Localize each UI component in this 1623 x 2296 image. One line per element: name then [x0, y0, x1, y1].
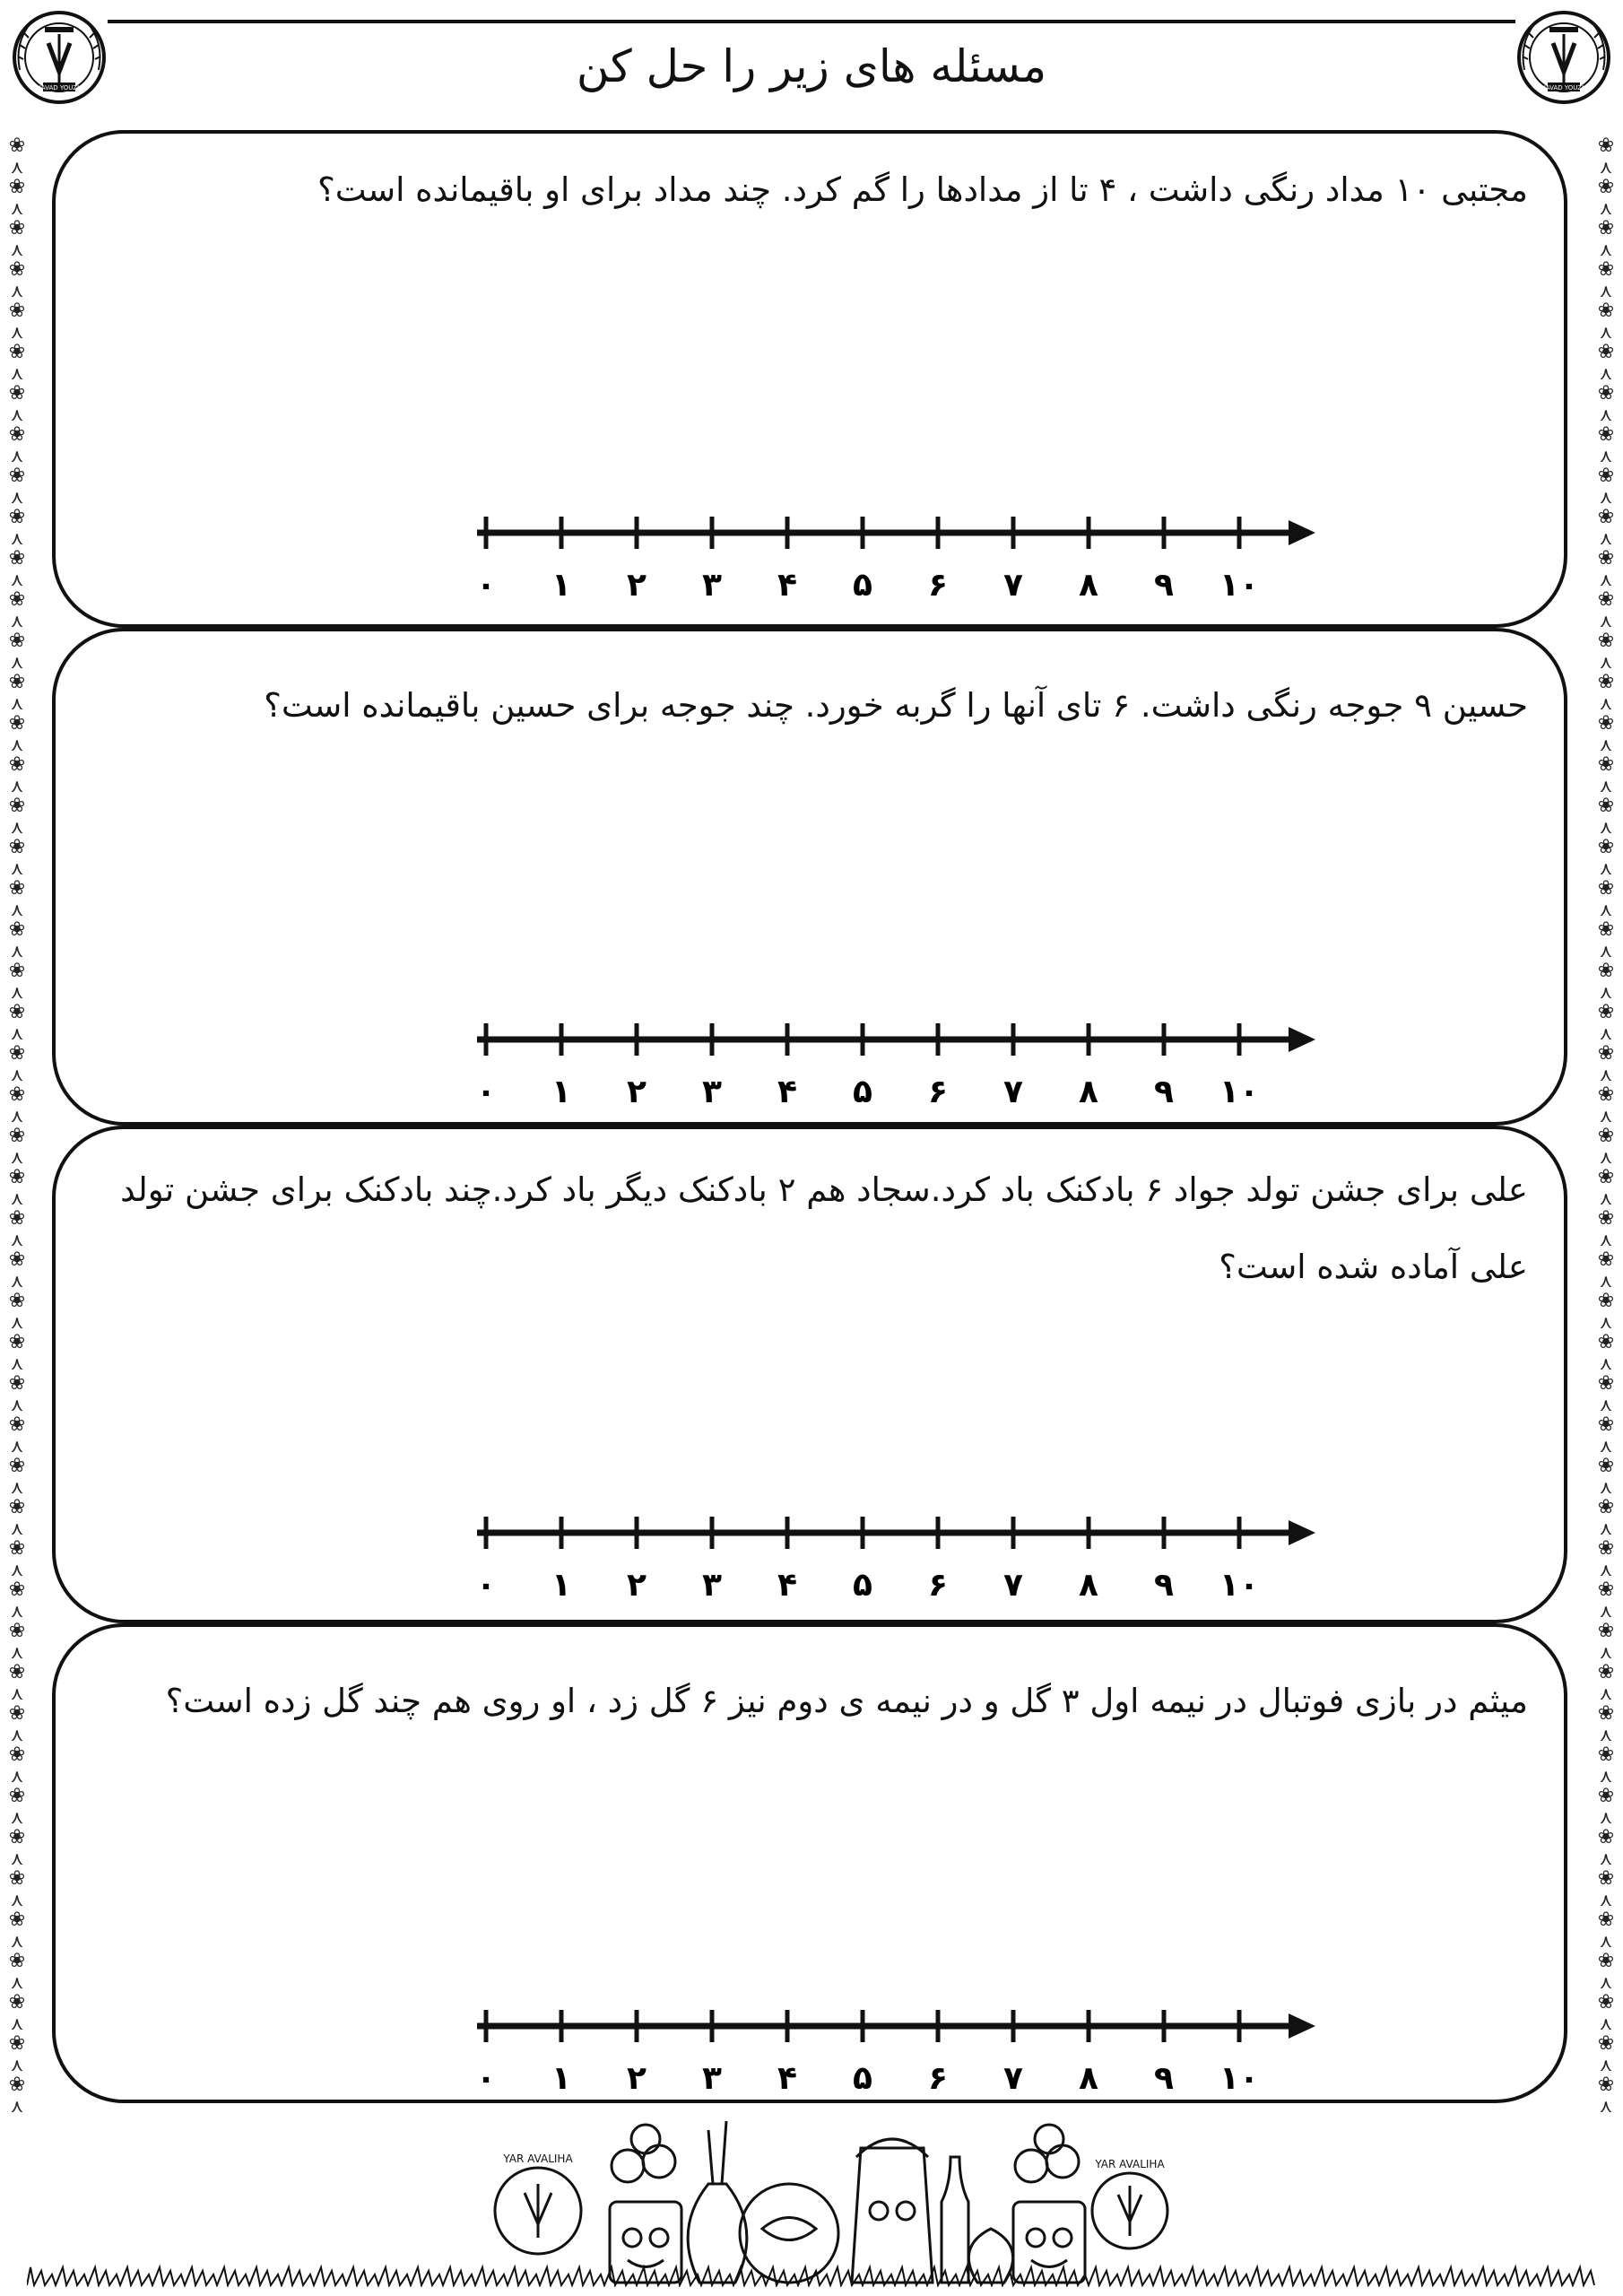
flower-ornament-icon: ❀: [1597, 712, 1615, 735]
flower-ornament-icon: ❀: [1597, 1455, 1615, 1477]
sprig-ornament-icon: ⋏: [1599, 1352, 1613, 1374]
flower-ornament-icon: ❀: [8, 547, 26, 570]
footer-logo-text-right: YAR AVALIHA: [1095, 2158, 1165, 2170]
flower-ornament-icon: ❀: [8, 258, 26, 281]
flower-ornament-icon: ❀: [8, 1826, 26, 1848]
flower-ornament-icon: ❀: [8, 671, 26, 693]
sprig-ornament-icon: ⋏: [10, 857, 24, 879]
sprig-ornament-icon: ⋏: [1599, 1806, 1613, 1828]
problem-box-3: [52, 1126, 1567, 1623]
number-line-label: ۱: [551, 1567, 571, 1604]
flower-ornament-icon: ❀: [1597, 2074, 1615, 2096]
flower-ornament-icon: ❀: [8, 2074, 26, 2096]
number-line-label: ۳: [702, 1074, 722, 1110]
number-line-label: ۵: [853, 2060, 872, 2097]
flower-ornament-icon: ❀: [8, 918, 26, 941]
number-line-3: [432, 1506, 1338, 1605]
sprig-ornament-icon: ⋏: [10, 1765, 24, 1787]
sprig-ornament-icon: ⋏: [1599, 610, 1613, 631]
flower-ornament-icon: ❀: [8, 1290, 26, 1312]
sprig-ornament-icon: ⋏: [10, 2013, 24, 2034]
sprig-ornament-icon: ⋏: [1599, 362, 1613, 384]
sprig-ornament-icon: ⋏: [10, 1971, 24, 1993]
sprig-ornament-icon: ⋏: [10, 1146, 24, 1168]
flower-ornament-icon: ❀: [8, 1537, 26, 1560]
sprig-ornament-icon: ⋏: [10, 1352, 24, 1374]
flower-ornament-icon: ❀: [8, 465, 26, 487]
flower-ornament-icon: ❀: [8, 2032, 26, 2055]
sprig-ornament-icon: ⋏: [1599, 857, 1613, 879]
number-line-arrow-icon: [1289, 1027, 1315, 1052]
flower-ornament-icon: ❀: [1597, 588, 1615, 611]
flower-ornament-icon: ❀: [1597, 753, 1615, 776]
sprig-ornament-icon: ⋏: [1599, 1971, 1613, 1993]
flower-ornament-icon: ❀: [1597, 1413, 1615, 1436]
flower-ornament-icon: ❀: [1597, 1578, 1615, 1601]
sprig-ornament-icon: ⋏: [10, 1229, 24, 1250]
sprig-ornament-icon: ⋏: [10, 692, 24, 714]
flower-ornament-icon: ❀: [8, 1455, 26, 1477]
sprig-ornament-icon: ⋏: [10, 280, 24, 301]
sprig-ornament-icon: ⋏: [1599, 1105, 1613, 1126]
sprig-ornament-icon: ⋏: [10, 775, 24, 796]
flower-ornament-icon: ❀: [1597, 135, 1615, 157]
sprig-ornament-icon: ⋏: [10, 239, 24, 260]
flower-ornament-icon: ❀: [8, 1620, 26, 1642]
sprig-ornament-icon: ⋏: [1599, 734, 1613, 755]
flower-ornament-icon: ❀: [1597, 1248, 1615, 1271]
sprig-ornament-icon: ⋏: [10, 1930, 24, 1952]
sprig-ornament-icon: ⋏: [10, 1641, 24, 1663]
flower-ornament-icon: ❀: [1597, 1166, 1615, 1188]
flower-ornament-icon: ❀: [8, 1867, 26, 1890]
sprig-ornament-icon: ⋏: [1599, 1435, 1613, 1457]
sprig-ornament-icon: ⋏: [1599, 1559, 1613, 1580]
flower-ornament-icon: ❀: [1597, 1290, 1615, 1312]
flower-ornament-icon: ❀: [8, 1413, 26, 1436]
problem-box-4: [52, 1623, 1567, 2103]
number-line-label: ۱: [551, 1074, 571, 1110]
sprig-ornament-icon: ⋏: [1599, 1683, 1613, 1704]
number-line-label: ۲: [627, 1567, 647, 1604]
sprig-ornament-icon: ⋏: [1599, 486, 1613, 508]
sprig-ornament-icon: ⋏: [1599, 197, 1613, 219]
sprig-ornament-icon: ⋏: [10, 1187, 24, 1209]
flower-ornament-icon: ❀: [1597, 341, 1615, 363]
flower-ornament-icon: ❀: [1597, 918, 1615, 941]
flower-ornament-icon: ❀: [8, 1331, 26, 1353]
flower-ornament-icon: ❀: [1597, 1496, 1615, 1518]
number-line-label: ۲: [627, 1074, 647, 1110]
number-line-label: ۳: [702, 1567, 722, 1604]
flower-ornament-icon: ❀: [1597, 1207, 1615, 1230]
flower-ornament-icon: ❀: [8, 1372, 26, 1395]
sprig-ornament-icon: ⋏: [1599, 1394, 1613, 1415]
footer-logo-text-left: YAR AVALIHA: [503, 2152, 573, 2165]
flower-ornament-icon: ❀: [1597, 1042, 1615, 1065]
sprig-ornament-icon: ⋏: [1599, 1765, 1613, 1787]
sprig-ornament-icon: ⋏: [10, 1848, 24, 1869]
problem-box-1: [52, 130, 1567, 628]
flower-ornament-icon: ❀: [8, 1991, 26, 2013]
flower-ornament-icon: ❀: [8, 1785, 26, 1807]
number-line-1: [432, 506, 1338, 604]
flower-ornament-icon: ❀: [8, 836, 26, 858]
flower-ornament-icon: ❀: [1597, 1083, 1615, 1106]
sprig-ornament-icon: ⋏: [10, 1518, 24, 1539]
flower-ornament-icon: ❀: [8, 1661, 26, 1683]
flower-ornament-icon: ❀: [1597, 1001, 1615, 1023]
flower-ornament-icon: ❀: [1597, 960, 1615, 982]
flower-ornament-icon: ❀: [1597, 1331, 1615, 1353]
logo-left-text-bottom: JAVAD YOUZI: [39, 84, 80, 91]
flower-ornament-icon: ❀: [8, 1950, 26, 1972]
flower-ornament-icon: ❀: [8, 1042, 26, 1065]
number-line-label: ۶: [928, 567, 948, 604]
number-line-label: ۰: [476, 567, 496, 604]
sprig-ornament-icon: ⋏: [1599, 280, 1613, 301]
flower-ornament-icon: ❀: [1597, 1826, 1615, 1848]
sprig-ornament-icon: ⋏: [10, 156, 24, 178]
flower-ornament-icon: ❀: [1597, 547, 1615, 570]
number-line-label: ۱۰: [1219, 1074, 1259, 1110]
right-flower-border: [1593, 135, 1619, 2197]
sprig-ornament-icon: ⋏: [10, 1064, 24, 1085]
sprig-ornament-icon: ⋏: [10, 1394, 24, 1415]
flower-ornament-icon: ❀: [8, 382, 26, 404]
sprig-ornament-icon: ⋏: [1599, 981, 1613, 1003]
sprig-ornament-icon: ⋏: [1599, 404, 1613, 425]
sprig-ornament-icon: ⋏: [10, 445, 24, 466]
sprig-ornament-icon: ⋏: [1599, 899, 1613, 920]
number-line-label: ۸: [1079, 567, 1098, 604]
number-line-svg: [432, 506, 1338, 604]
flower-ornament-icon: ❀: [8, 630, 26, 652]
sprig-ornament-icon: ⋏: [10, 197, 24, 219]
flower-ornament-icon: ❀: [8, 1001, 26, 1023]
number-line-label: ۰: [476, 2060, 496, 2097]
sprig-ornament-icon: ⋏: [1599, 1848, 1613, 1869]
flower-ornament-icon: ❀: [1597, 877, 1615, 900]
flower-ornament-icon: ❀: [1597, 1867, 1615, 1890]
sprig-ornament-icon: ⋏: [1599, 1229, 1613, 1250]
problem-box-2: [52, 628, 1567, 1126]
sprig-ornament-icon: ⋏: [1599, 775, 1613, 796]
number-line-arrow-icon: [1289, 520, 1315, 545]
sprig-ornament-icon: ⋏: [10, 1683, 24, 1704]
page-title: مسئله های زیر را حل کن: [576, 40, 1047, 92]
flower-ornament-icon: ❀: [8, 341, 26, 363]
flower-ornament-icon: ❀: [1597, 382, 1615, 404]
number-line-label: ۷: [1003, 567, 1023, 604]
sprig-ornament-icon: ⋏: [1599, 692, 1613, 714]
flower-ornament-icon: ❀: [1597, 1785, 1615, 1807]
sprig-ornament-icon: ⋏: [10, 486, 24, 508]
number-line-label: ۸: [1079, 1074, 1098, 1110]
flower-ornament-icon: ❀: [1597, 1991, 1615, 2013]
number-line-label: ۴: [777, 2060, 797, 2097]
flower-ornament-icon: ❀: [1597, 1909, 1615, 1931]
number-line-label: ۴: [777, 1074, 797, 1110]
sprig-ornament-icon: ⋏: [10, 981, 24, 1003]
flower-ornament-icon: ❀: [8, 135, 26, 157]
number-line-label: ۹: [1154, 1074, 1174, 1110]
flower-ornament-icon: ❀: [8, 176, 26, 198]
number-line-label: ۷: [1003, 2060, 1023, 2097]
sprig-ornament-icon: ⋏: [10, 899, 24, 920]
number-line-4: [432, 1999, 1338, 2098]
number-line-label: ۱۰: [1219, 567, 1259, 604]
number-line-label: ۵: [853, 567, 872, 604]
sprig-ornament-icon: ⋏: [10, 527, 24, 549]
sprig-ornament-icon: ⋏: [10, 1476, 24, 1498]
flower-ornament-icon: ❀: [1597, 423, 1615, 446]
sprig-ornament-icon: ⋏: [1599, 651, 1613, 673]
flower-ornament-icon: ❀: [8, 1909, 26, 1931]
flower-ornament-icon: ❀: [8, 1702, 26, 1725]
number-line-label: ۲: [627, 567, 647, 604]
number-line-label: ۱۰: [1219, 2060, 1259, 2097]
sprig-ornament-icon: ⋏: [10, 1311, 24, 1333]
flower-ornament-icon: ❀: [8, 506, 26, 528]
sprig-ornament-icon: ⋏: [10, 321, 24, 343]
flower-ornament-icon: ❀: [8, 960, 26, 982]
sprig-ornament-icon: ⋏: [10, 1724, 24, 1745]
number-line-label: ۵: [853, 1567, 872, 1604]
flower-ornament-icon: ❀: [8, 1248, 26, 1271]
flower-ornament-icon: ❀: [8, 217, 26, 239]
sprig-ornament-icon: ⋏: [1599, 1270, 1613, 1292]
logo-right-text-bottom: JAVAD YOUZI: [1543, 84, 1584, 91]
number-line-label: ۰: [476, 1074, 496, 1110]
flower-ornament-icon: ❀: [8, 1496, 26, 1518]
sprig-ornament-icon: ⋏: [10, 940, 24, 961]
flower-ornament-icon: ❀: [8, 1125, 26, 1147]
number-line-label: ۵: [853, 1074, 872, 1110]
top-border: [108, 20, 1515, 23]
problem-3-text: علی برای جشن تولد جواد ۶ بادکنک باد کرد.سجاد هم ۲ بادکنک دیگر باد کرد.چند بادکنک برای جشن تولد علی آماده شده است؟: [120, 1170, 1528, 1286]
flower-ornament-icon: ❀: [1597, 1372, 1615, 1395]
flower-ornament-icon: ❀: [8, 712, 26, 735]
flower-ornament-icon: ❀: [1597, 836, 1615, 858]
sprig-ornament-icon: ⋏: [1599, 569, 1613, 590]
flower-ornament-icon: ❀: [8, 300, 26, 322]
problem-4-text: میثم در بازی فوتبال در نیمه اول ۳ گل و در نیمه ی دوم نیز ۶ گل زد ، او روی هم چند گل زده است؟: [165, 1682, 1528, 1720]
sprig-ornament-icon: ⋏: [1599, 156, 1613, 178]
problem-1-text: مجتبی ۱۰ مداد رنگی داشت ، ۴ تا از مدادها را گم کرد. چند مداد برای او باقیمانده است؟: [317, 170, 1528, 209]
sprig-ornament-icon: ⋏: [10, 1105, 24, 1126]
sprig-ornament-icon: ⋏: [1599, 1146, 1613, 1168]
sprig-ornament-icon: ⋏: [1599, 1187, 1613, 1209]
flower-ornament-icon: ❀: [1597, 300, 1615, 322]
grass-border: [27, 2260, 1596, 2287]
sprig-ornament-icon: ⋏: [10, 1022, 24, 1044]
number-line-svg: [432, 1999, 1338, 2098]
number-line-label: ۹: [1154, 567, 1174, 604]
sprig-ornament-icon: ⋏: [1599, 1476, 1613, 1498]
sprig-ornament-icon: ⋏: [1599, 1311, 1613, 1333]
sprig-ornament-icon: ⋏: [1599, 445, 1613, 466]
sprig-ornament-icon: ⋏: [10, 569, 24, 590]
sprig-ornament-icon: ⋏: [1599, 2054, 1613, 2075]
flower-ornament-icon: ❀: [1597, 506, 1615, 528]
sprig-ornament-icon: ⋏: [1599, 816, 1613, 838]
sprig-ornament-icon: ⋏: [10, 651, 24, 673]
flower-ornament-icon: ❀: [8, 423, 26, 446]
sprig-ornament-icon: ⋏: [10, 2095, 24, 2117]
sprig-ornament-icon: ⋏: [1599, 1889, 1613, 1910]
sprig-ornament-icon: ⋏: [10, 1270, 24, 1292]
number-line-label: ۴: [777, 567, 797, 604]
number-line-2: [432, 1013, 1338, 1111]
number-line-label: ۷: [1003, 1567, 1023, 1604]
number-line-svg: [432, 1013, 1338, 1111]
flower-ornament-icon: ❀: [1597, 217, 1615, 239]
problem-2-text: حسین ۹ جوجه رنگی داشت. ۶ تای آنها را گربه خورد. چند جوجه برای حسین باقیمانده است؟: [264, 686, 1528, 725]
sprig-ornament-icon: ⋏: [10, 816, 24, 838]
number-line-label: ۰: [476, 1567, 496, 1604]
number-line-label: ۶: [928, 2060, 948, 2097]
sprig-ornament-icon: ⋏: [1599, 527, 1613, 549]
sprig-ornament-icon: ⋏: [10, 1435, 24, 1457]
flower-ornament-icon: ❀: [1597, 1702, 1615, 1725]
flower-ornament-icon: ❀: [1597, 671, 1615, 693]
flower-ornament-icon: ❀: [8, 1083, 26, 1106]
number-line-label: ۶: [928, 1567, 948, 1604]
flower-ornament-icon: ❀: [8, 1744, 26, 1766]
flower-ornament-icon: ❀: [1597, 630, 1615, 652]
sprig-ornament-icon: ⋏: [10, 1889, 24, 1910]
sprig-ornament-icon: ⋏: [1599, 1600, 1613, 1622]
sprig-ornament-icon: ⋏: [1599, 1641, 1613, 1663]
sprig-ornament-icon: ⋏: [10, 734, 24, 755]
flower-ornament-icon: ❀: [8, 795, 26, 817]
flower-ornament-icon: ❀: [8, 753, 26, 776]
sprig-ornament-icon: ⋏: [10, 610, 24, 631]
flower-ornament-icon: ❀: [1597, 258, 1615, 281]
number-line-label: ۹: [1154, 2060, 1174, 2097]
sprig-ornament-icon: ⋏: [10, 404, 24, 425]
flower-ornament-icon: ❀: [1597, 1537, 1615, 1560]
number-line-label: ۶: [928, 1074, 948, 1110]
number-line-svg: [432, 1506, 1338, 1605]
sprig-ornament-icon: ⋏: [1599, 2013, 1613, 2034]
number-line-label: ۷: [1003, 1074, 1023, 1110]
number-line-label: ۳: [702, 2060, 722, 2097]
number-line-label: ۸: [1079, 1567, 1098, 1604]
sprig-ornament-icon: ⋏: [1599, 1518, 1613, 1539]
flower-ornament-icon: ❀: [1597, 1744, 1615, 1766]
flower-ornament-icon: ❀: [8, 1578, 26, 1601]
sprig-ornament-icon: ⋏: [10, 1600, 24, 1622]
number-line-arrow-icon: [1289, 2013, 1315, 2039]
sprig-ornament-icon: ⋏: [1599, 2095, 1613, 2117]
sprig-ornament-icon: ⋏: [1599, 321, 1613, 343]
flower-ornament-icon: ❀: [8, 1207, 26, 1230]
flower-ornament-icon: ❀: [1597, 2032, 1615, 2055]
left-flower-border: [4, 135, 30, 2197]
sprig-ornament-icon: ⋏: [1599, 1930, 1613, 1952]
number-line-label: ۱۰: [1219, 1567, 1259, 1604]
number-line-label: ۱: [551, 2060, 571, 2097]
sprig-ornament-icon: ⋏: [10, 1559, 24, 1580]
sprig-ornament-icon: ⋏: [1599, 940, 1613, 961]
flower-ornament-icon: ❀: [8, 877, 26, 900]
sprig-ornament-icon: ⋏: [1599, 1724, 1613, 1745]
flower-ornament-icon: ❀: [8, 1166, 26, 1188]
sprig-ornament-icon: ⋏: [10, 2054, 24, 2075]
flower-ornament-icon: ❀: [1597, 1125, 1615, 1147]
number-line-label: ۹: [1154, 1567, 1174, 1604]
number-line-label: ۴: [777, 1567, 797, 1604]
flower-ornament-icon: ❀: [1597, 176, 1615, 198]
flower-ornament-icon: ❀: [1597, 465, 1615, 487]
number-line-arrow-icon: [1289, 1520, 1315, 1545]
number-line-label: ۸: [1079, 2060, 1098, 2097]
flower-ornament-icon: ❀: [1597, 1620, 1615, 1642]
number-line-label: ۳: [702, 567, 722, 604]
flower-ornament-icon: ❀: [1597, 1950, 1615, 1972]
number-line-label: ۲: [627, 2060, 647, 2097]
flower-ornament-icon: ❀: [1597, 1661, 1615, 1683]
sprig-ornament-icon: ⋏: [1599, 1064, 1613, 1085]
flower-ornament-icon: ❀: [8, 588, 26, 611]
sprig-ornament-icon: ⋏: [1599, 1022, 1613, 1044]
flower-ornament-icon: ❀: [1597, 795, 1615, 817]
number-line-label: ۱: [551, 567, 571, 604]
sprig-ornament-icon: ⋏: [10, 1806, 24, 1828]
sprig-ornament-icon: ⋏: [10, 362, 24, 384]
sprig-ornament-icon: ⋏: [1599, 239, 1613, 260]
